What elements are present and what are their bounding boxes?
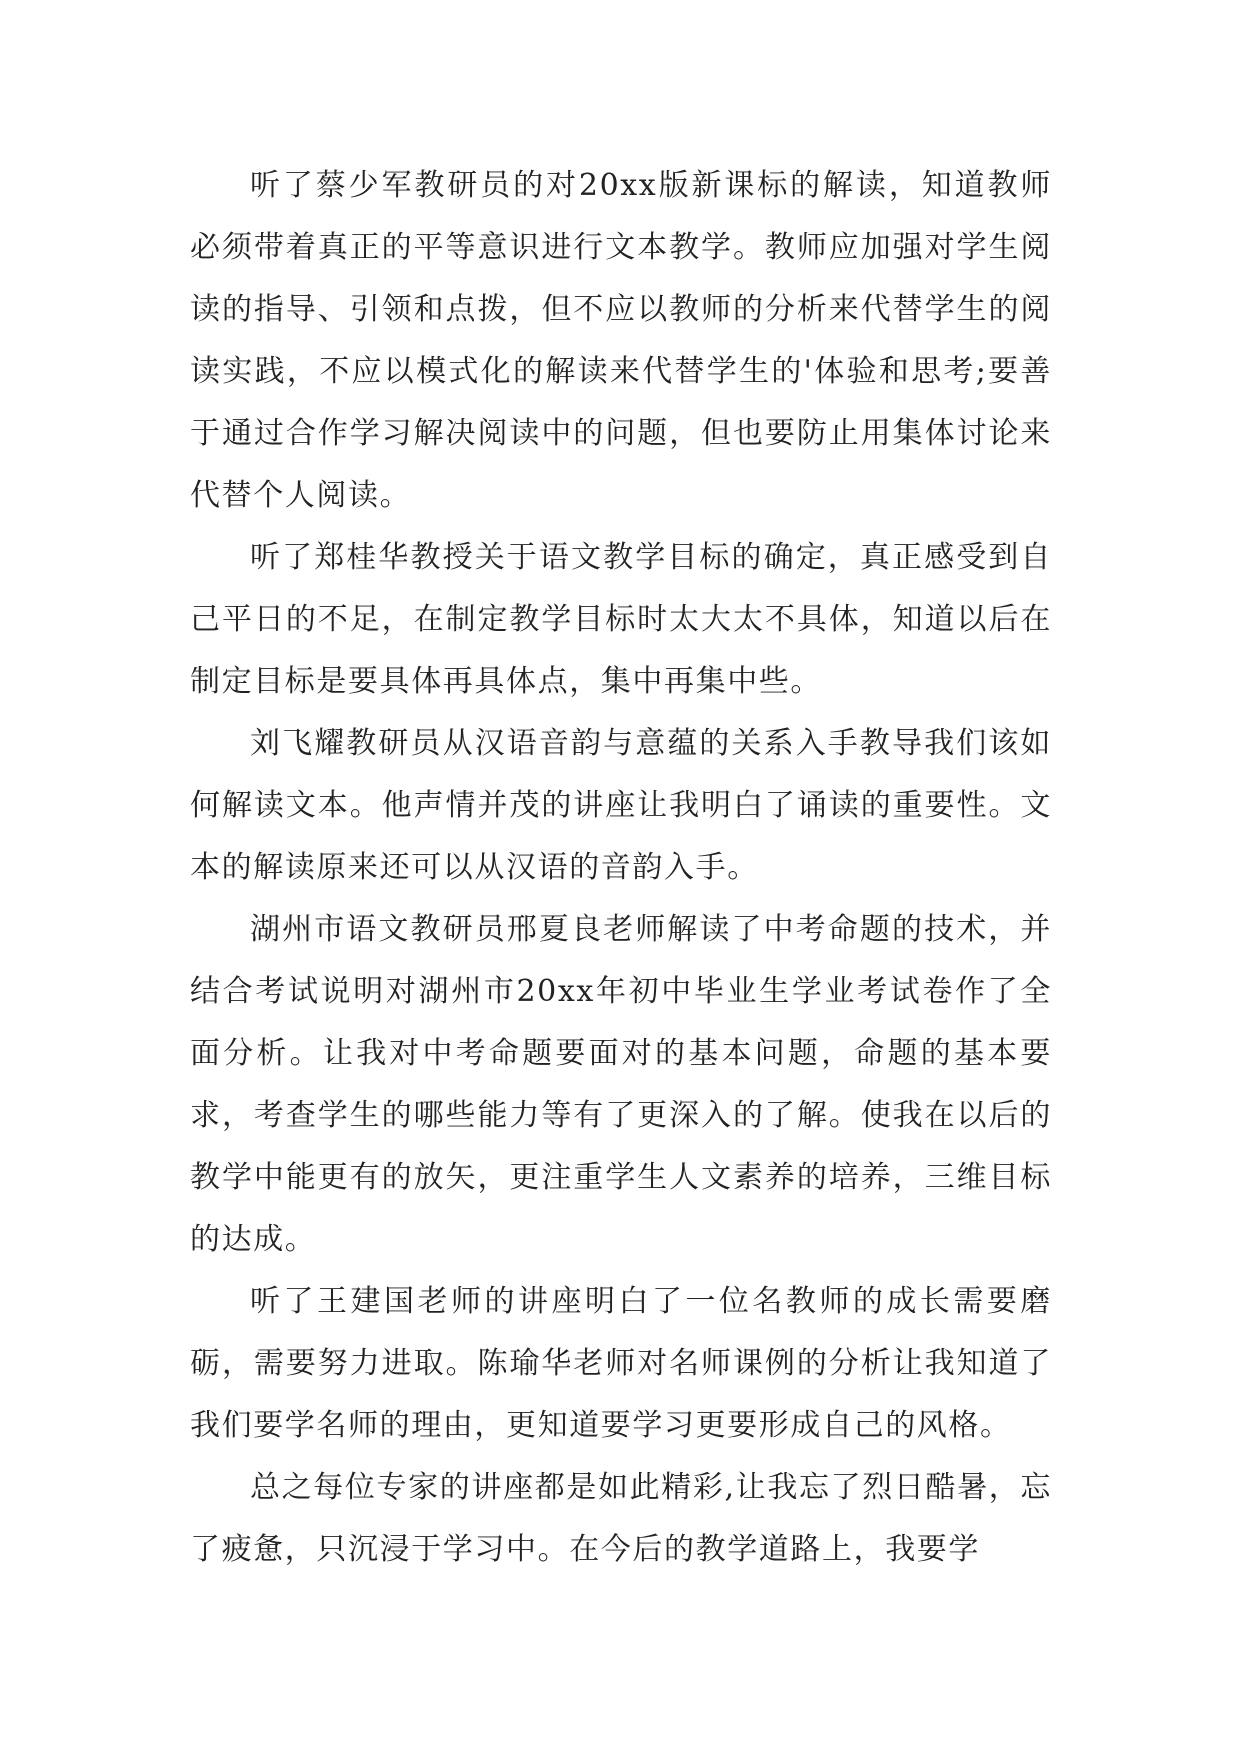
paragraph-3: 刘飞耀教研员从汉语音韵与意蕴的关系入手教导我们该如何解读文本。他声情并茂的讲座让我明白了诵读的重要性。文本的解读原来还可以从汉语的音韵入手。 [190, 726, 1052, 885]
paragraph-4: 湖州市语文教研员邢夏良老师解读了中考命题的技术，并结合考试说明对湖州市20xx年初中毕业生学业考试卷作了全面分析。让我对中考命题要面对的基本问题，命题的基本要求，考查学生的哪些能力等有了更深入的了解。使我在以后的教学中能更有的放矢，更注重学生人文素养的培养，三维目标的达成。 [190, 912, 1052, 1257]
paragraph-6: 总之每位专家的讲座都是如此精彩,让我忘了烈日酷暑，忘了疲惫，只沉浸于学习中。在今后的教学道路上，我要学 [190, 1470, 1052, 1567]
paragraph-1: 听了蔡少军教研员的对20xx版新课标的解读，知道教师必须带着真正的平等意识进行文本教学。教师应加强对学生阅读的指导、引领和点拨，但不应以教师的分析来代替学生的阅读实践，不应以模式化的解读来代替学生的'体验和思考;要善于通过合作学习解决阅读中的问题，但也要防止用集体讨论来代替个人阅读。 [190, 168, 1052, 513]
document-body [190, 155, 1052, 1581]
paragraph-2: 听了郑桂华教授关于语文教学目标的确定，真正感受到自己平日的不足，在制定教学目标时太大太不具体，知道以后在制定目标是要具体再具体点，集中再集中些。 [190, 540, 1052, 699]
paragraph-5: 听了王建国老师的讲座明白了一位名教师的成长需要磨砺，需要努力进取。陈瑜华老师对名师课例的分析让我知道了我们要学名师的理由，更知道要学习更要形成自己的风格。 [190, 1284, 1052, 1443]
